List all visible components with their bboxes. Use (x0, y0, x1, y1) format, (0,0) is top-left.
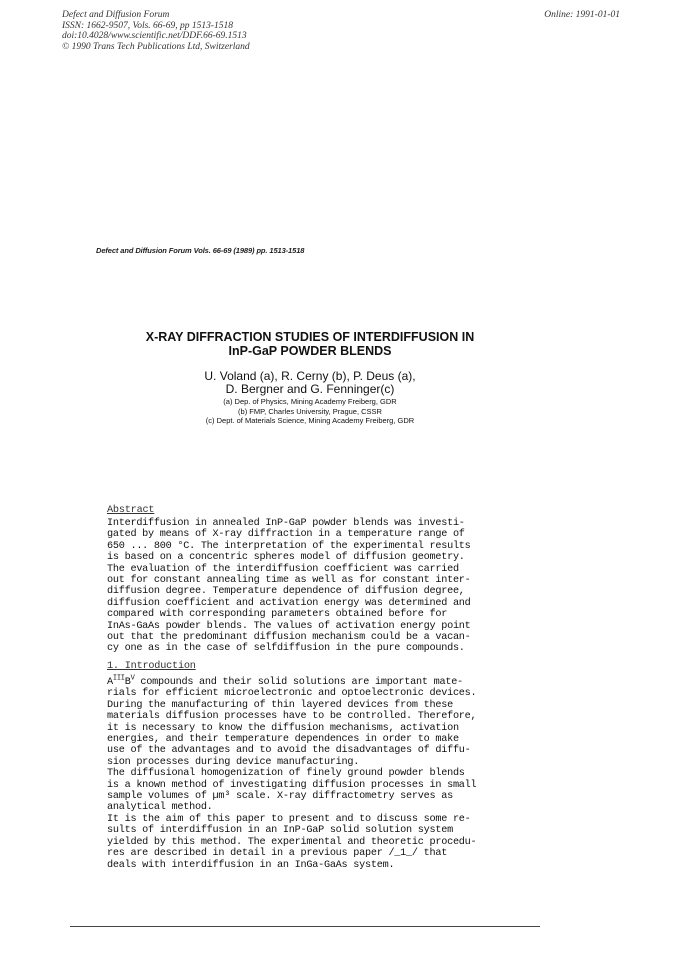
intro-line: sample volumes of µm³ scale. X-ray diffractometry serves as (107, 791, 453, 803)
abstract-line: is based on a concentric spheres model of diffusion geometry. (107, 552, 465, 564)
abstract-line: Interdiffusion in annealed InP-GaP powder blends was investi- (107, 518, 465, 529)
abstract-line: diffusion coefficient and activation energy was determined and (107, 597, 471, 609)
affiliations (120, 397, 500, 426)
authors-line-1: U. Voland (a), R. Cerny (b), P. Deus (a), (204, 369, 416, 383)
publication-meta (62, 10, 250, 52)
abstract-body (107, 518, 547, 655)
intro-line: it is necessary to know the diffusion mechanisms, activation (107, 722, 459, 734)
footer-rule (70, 926, 540, 927)
intro-first-line-text: compounds and their solid solutions are important mate- (134, 677, 463, 688)
intro-line: yielded by this method. The experimental and theoretic procedu- (107, 836, 477, 848)
meta-online-date: Online: 1991-01-01 (544, 10, 620, 20)
intro-symbol-a: A (107, 677, 113, 688)
abstract-line: The evaluation of the interdiffusion coefficient was carried (107, 563, 459, 575)
meta-doi: doi:10.4028/www.scientific.net/DDF.66-69.1513 (62, 31, 247, 41)
meta-copyright: © 1990 Trans Tech Publications Ltd, Switzerland (62, 41, 250, 52)
abstract-line: 650 ... 800 °C. The interpretation of the experimental results (107, 540, 471, 552)
journal-reference: Defect and Diffusion Forum Vols. 66-69 (1989) pp. 1513-1518 (96, 246, 305, 255)
intro-line: The diffusional homogenization of finely ground powder blends (107, 768, 465, 780)
intro-line: It is the aim of this paper to present and to discuss some re- (107, 813, 471, 825)
affiliation-a: (a) Dep. of Physics, Mining Academy Freiberg, GDR (223, 397, 397, 406)
authors (140, 370, 480, 396)
abstract-line: diffusion degree. Temperature dependence of diffusion degree, (107, 586, 465, 598)
meta-journal: Defect and Diffusion Forum (62, 10, 170, 20)
title-line-2: InP-GaP POWDER BLENDS (228, 344, 392, 358)
paper-title (100, 330, 520, 358)
intro-line: deals with interdiffusion in an InGa-GaAs system. (107, 859, 395, 871)
abstract-line: out for constant annealing time as well as for constant inter- (107, 575, 471, 587)
abstract-line: gated by means of X-ray diffraction in a temperature range of (107, 529, 465, 541)
introduction-heading: 1. Introduction (107, 661, 196, 672)
meta-issn: ISSN: 1662-9507, Vols. 66-69, pp 1513-1518 (62, 20, 233, 31)
intro-sup-v: V (130, 674, 135, 683)
introduction-body (107, 674, 547, 871)
authors-line-2: D. Bergner and G. Fenninger(c) (225, 382, 395, 396)
abstract-line: cy one as in the case of selfdiffusion in the pure compounds. (107, 643, 465, 655)
affiliation-b: (b) FMP, Charles University, Prague, CSSR (238, 406, 382, 416)
intro-line: rials for efficient microelectronic and optoelectronic devices. (107, 688, 477, 700)
intro-line: sults of interdiffusion in an InP-GaP solid solution system (107, 825, 453, 837)
abstract-line: compared with corresponding parameters obtained before for (107, 609, 448, 621)
intro-first-line (107, 674, 547, 688)
intro-sup-iii: III (112, 674, 125, 683)
intro-line: energies, and their temperature dependences in order to make (107, 734, 459, 746)
abstract-line: InAs-GaAs powder blends. The values of activation energy point (107, 620, 471, 632)
intro-line: sion processes during device manufacturing. (107, 756, 360, 768)
intro-line: is a known method of investigating diffusion processes in small (107, 779, 477, 791)
abstract-heading: Abstract (107, 505, 155, 516)
intro-line: During the manufacturing of thin layered devices from these (107, 699, 453, 711)
title-line-1: X-RAY DIFFRACTION STUDIES OF INTERDIFFUSION IN (145, 330, 475, 344)
abstract-line: out that the predominant diffusion mechanism could be a vacan- (107, 632, 471, 644)
affiliation-c: (c) Dept. of Materials Science, Mining Academy Freiberg, GDR (205, 416, 415, 425)
intro-line: res are described in detail in a previous paper /_1_/ that (107, 848, 448, 860)
intro-line: analytical method. (107, 802, 213, 814)
intro-symbol-b: B (124, 677, 131, 688)
intro-line: use of the advantages and to avoid the disadvantages of diffu- (107, 745, 471, 757)
intro-line: materials diffusion processes have to be controlled. Therefore, (107, 711, 477, 723)
